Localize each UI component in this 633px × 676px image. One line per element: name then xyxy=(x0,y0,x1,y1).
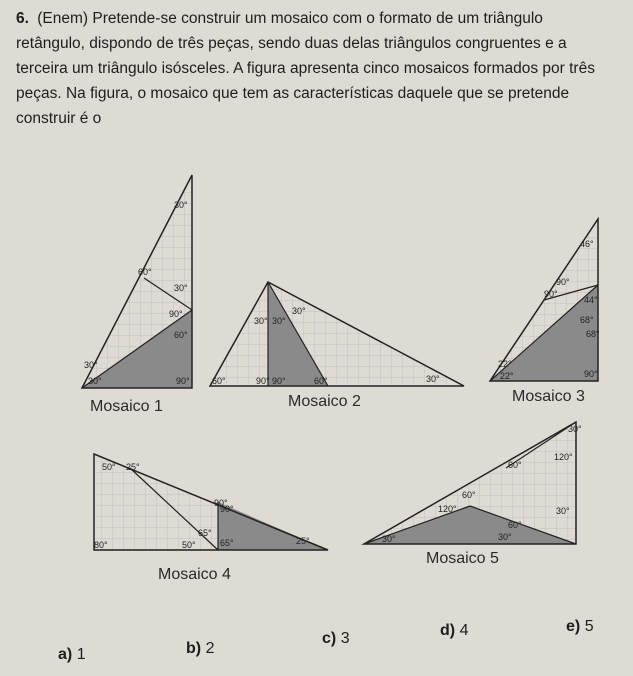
angle-label: 30° xyxy=(292,306,306,316)
option-value: 5 xyxy=(584,618,594,635)
option-e[interactable] xyxy=(566,618,594,636)
angle-label: 30° xyxy=(426,374,440,384)
option-value: 3 xyxy=(340,630,350,647)
option-value: 1 xyxy=(76,646,86,663)
angle-label: 68° xyxy=(586,329,600,339)
angle-label: 30° xyxy=(498,532,512,542)
option-d[interactable] xyxy=(440,622,468,640)
option-letter: d) xyxy=(440,622,456,639)
mosaic-5-figure xyxy=(358,418,588,550)
mosaic-3-figure xyxy=(478,215,610,387)
option-value: 2 xyxy=(205,640,215,657)
angle-label: 60° xyxy=(174,330,188,340)
angle-label: 90° xyxy=(214,498,228,508)
angle-label: 68° xyxy=(580,315,594,325)
mosaic-4-figure xyxy=(90,450,340,560)
angle-label: 30° xyxy=(84,360,98,370)
question xyxy=(16,6,616,131)
angle-label: 60° xyxy=(508,520,522,530)
angle-label: 60° xyxy=(508,460,522,470)
answer-options xyxy=(0,610,633,670)
mosaic-3-label: Mosaico 3 xyxy=(512,388,585,405)
angle-label: 25° xyxy=(126,462,140,472)
angle-label: 90° xyxy=(556,277,570,287)
angle-label: 25° xyxy=(296,536,310,546)
angle-label: 90° xyxy=(584,369,598,379)
option-c[interactable] xyxy=(322,630,350,648)
angle-label: 50° xyxy=(102,462,116,472)
angle-label: 90° xyxy=(220,504,234,514)
angle-label: 90° xyxy=(272,376,286,386)
angle-label: 120° xyxy=(554,452,573,462)
angle-label: 50° xyxy=(182,540,196,550)
option-value: 4 xyxy=(459,622,469,639)
angle-label: 44° xyxy=(584,295,598,305)
option-b[interactable] xyxy=(186,640,214,658)
angle-label: 30° xyxy=(174,283,188,293)
angle-label: 30° xyxy=(556,506,570,516)
angle-label: 65° xyxy=(198,528,212,538)
angle-label: 30° xyxy=(272,316,286,326)
question-number: 6. xyxy=(16,10,29,27)
option-letter: a) xyxy=(58,646,73,663)
mosaic-1-label: Mosaico 1 xyxy=(90,398,163,415)
mosaic-4-label: Mosaico 4 xyxy=(158,566,231,583)
mosaic-2-label: Mosaico 2 xyxy=(288,393,361,410)
angle-label: 90° xyxy=(169,309,183,319)
angle-label: 60° xyxy=(314,376,328,386)
angle-label: 65° xyxy=(220,538,234,548)
question-text: (Enem) Pretende-se construir um mosaico com o formato de um triângulo retângulo, dispondo de três peças, sendo duas delas triângulos congruentes e a terceira um triângulo isósceles. A figura apresenta cinco mosaicos formados por três peças. Na figura, o mosaico que tem as características daquele que se pretende construir é o xyxy=(16,10,595,127)
angle-label: 60° xyxy=(212,376,226,386)
angle-label: 90° xyxy=(256,376,270,386)
angle-label: 60° xyxy=(462,490,476,500)
mosaic-1-figure xyxy=(74,170,204,395)
angle-label: 30° xyxy=(254,316,268,326)
angle-label: 60° xyxy=(138,267,152,277)
option-letter: c) xyxy=(322,630,337,647)
angle-label: 30° xyxy=(382,534,396,544)
option-a[interactable] xyxy=(58,646,86,664)
angle-label: 80° xyxy=(94,540,108,550)
option-letter: b) xyxy=(186,640,202,657)
mosaic-2-figure xyxy=(204,278,469,390)
angle-label: 22° xyxy=(500,371,514,381)
angle-label: 30° xyxy=(174,200,188,210)
angle-label: 90° xyxy=(544,289,558,299)
angle-label: 22° xyxy=(498,359,512,369)
angle-label: 120° xyxy=(438,504,457,514)
mosaic-5-label: Mosaico 5 xyxy=(426,550,499,567)
option-letter: e) xyxy=(566,618,581,635)
angle-label: 30° xyxy=(568,424,582,434)
angle-label: 30° xyxy=(88,376,102,386)
angle-label: 90° xyxy=(176,376,190,386)
angle-label: 46° xyxy=(580,239,594,249)
